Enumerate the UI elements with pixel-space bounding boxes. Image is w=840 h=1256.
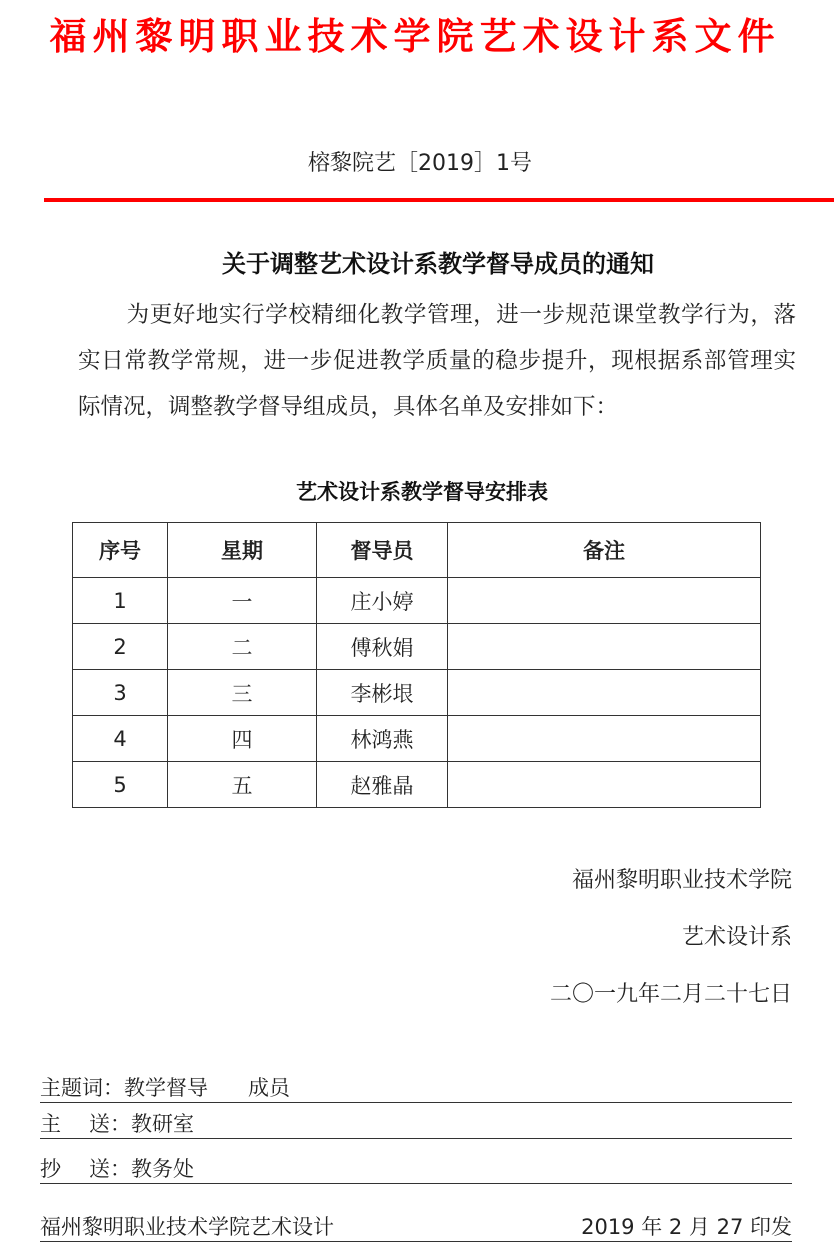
cell-supervisor: 赵雅晶 [317,762,448,808]
table-title: 艺术设计系教学督导安排表 [296,480,548,504]
table-row [73,624,761,670]
main-send-label-1: 主 [40,1112,61,1136]
main-send-value: 教研室 [131,1112,194,1136]
table-row [73,670,761,716]
cell-weekday: 四 [168,716,317,762]
table-row [73,762,761,808]
cell-weekday: 一 [168,578,317,624]
header-weekday: 星期 [168,523,317,578]
signature-institution: 福州黎明职业技术学院 [571,868,792,893]
cell-index: 3 [73,670,168,716]
cell-weekday: 五 [168,762,317,808]
copy-send-line [40,1155,792,1184]
cell-weekday: 三 [168,670,317,716]
footer-issue-date: 2019 年 2 月 27 印发 [581,1215,792,1239]
notice-body-text: 为更好地实行学校精细化教学管理，进一步规范课堂教学行为，落实日常教学常规，进一步促进教学质量的稳步提升，现根据系部管理实际情况，调整教学督导组成员，具体名单及安排如下： [78,302,796,420]
cell-index: 1 [73,578,168,624]
cell-supervisor: 庄小婷 [317,578,448,624]
cell-index: 2 [73,624,168,670]
main-send-line [40,1110,792,1139]
red-divider [44,198,834,202]
keyword-1: 教学督导 [124,1076,208,1100]
notice-body [78,292,796,430]
keywords-label: 主题词： [40,1076,124,1100]
cell-note [448,624,761,670]
document-red-header: 福州黎明职业技术学院艺术设计系文件 [49,15,781,58]
footer-line [40,1213,792,1242]
document-number: 榕黎院艺［2019］1号 [308,151,532,176]
footer-issuer: 福州黎明职业技术学院艺术设计 [40,1215,334,1239]
schedule-table [72,522,761,808]
header-note: 备注 [448,523,761,578]
cell-supervisor: 傅秋娟 [317,624,448,670]
header-supervisor: 督导员 [317,523,448,578]
cell-index: 4 [73,716,168,762]
copy-send-value: 教务处 [131,1157,194,1181]
keyword-2: 成员 [248,1076,290,1100]
main-send-label-2: 送： [89,1112,131,1136]
copy-send-label-2: 送： [89,1157,131,1181]
copy-send-label-1: 抄 [40,1157,61,1181]
keywords-line [40,1074,792,1103]
table-row [73,578,761,624]
cell-note [448,578,761,624]
signature-department: 艺术设计系 [681,925,792,950]
cell-supervisor: 李彬垠 [317,670,448,716]
table-header-row [73,523,761,578]
table-row [73,716,761,762]
cell-note [448,716,761,762]
cell-supervisor: 林鸿燕 [317,716,448,762]
signature-date: 二〇一九年二月二十七日 [549,982,792,1007]
notice-title: 关于调整艺术设计系教学督导成员的通知 [222,250,654,278]
cell-index: 5 [73,762,168,808]
header-index: 序号 [73,523,168,578]
cell-weekday: 二 [168,624,317,670]
cell-note [448,762,761,808]
cell-note [448,670,761,716]
